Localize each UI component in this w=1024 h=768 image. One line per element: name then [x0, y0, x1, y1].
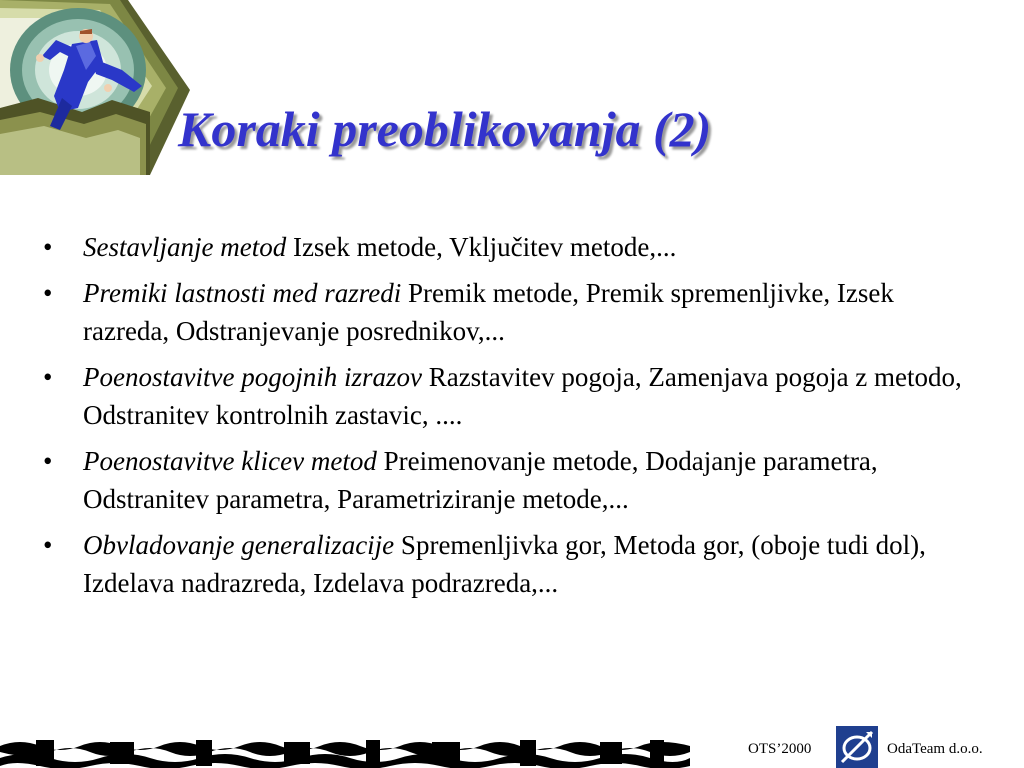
bullet-item: [42, 228, 972, 266]
climber-clipart-icon: [0, 0, 190, 175]
footer-right-text: OdaTeam d.o.o.: [887, 741, 983, 757]
bullet-dot-icon: •: [43, 232, 53, 262]
bullet-dot-icon: •: [43, 530, 53, 560]
bullet-term: Sestavljanje metod: [83, 232, 287, 262]
bullet-text: Razstavitev pogoja, Zamenjava pogoja z metodo, Odstranitev kontrolnih zastavic, ....: [83, 362, 962, 430]
odateam-logo-icon: [836, 726, 878, 768]
bullet-text: premenljivka gor, Metoda gor, (oboje tudi dol), Izdelava nadrazreda, Izdelava podrazreda,...: [83, 530, 926, 598]
bullet-dot-icon: •: [43, 446, 53, 476]
bullet-lead: S: [394, 530, 416, 560]
bullet-text: Izsek metode, Vključitev metode,...: [286, 232, 677, 262]
bullet-term: Poenostavitve pogojnih izrazov: [83, 362, 422, 392]
footer-left-text: OTS’2000: [748, 741, 812, 757]
bullet-term: Premiki lastnosti med razredi: [83, 278, 402, 308]
bullet-term: Poenostavitve klicev metod: [83, 446, 377, 476]
bullet-dot-icon: •: [43, 278, 53, 308]
bullet-item: [42, 274, 972, 350]
bullet-text: Preimenovanje metode, Dodajanje parametra, Odstranitev parametra, Parametriziranje metode,...: [83, 446, 878, 514]
slide-title: Koraki preoblikovanja (2): [178, 101, 712, 157]
bullet-item: [42, 526, 972, 602]
bullet-list: [42, 228, 972, 610]
bullet-dot-icon: •: [43, 362, 53, 392]
wavy-footer-decoration: [0, 736, 690, 768]
bullet-item: [42, 442, 972, 518]
bullet-item: [42, 358, 972, 434]
bullet-text: Premik metode, Premik spremenljivke, Izsek razreda, Odstranjevanje posrednikov,...: [83, 278, 894, 346]
bullet-term: Obvladovanje generalizacije: [83, 530, 395, 560]
